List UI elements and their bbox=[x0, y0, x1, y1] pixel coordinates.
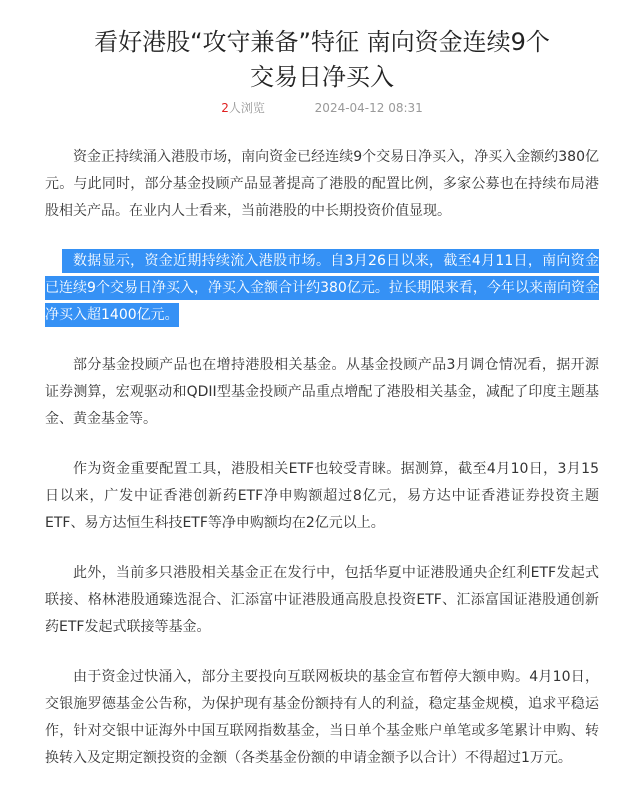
view-count-number: 2 bbox=[221, 101, 229, 115]
publish-date: 2024-04-12 08:31 bbox=[314, 101, 423, 115]
view-count bbox=[221, 101, 265, 115]
article bbox=[45, 0, 599, 795]
article-body bbox=[45, 144, 599, 772]
article-title-line-1: 看好港股“攻守兼备”特征 南向资金连续9个 bbox=[94, 28, 550, 56]
article-title-line-2: 交易日净买入 bbox=[250, 63, 394, 91]
text-selection: 数据显示，资金近期持续流入港股市场。自3月26日以来，截至4月11日，南向资金已连续9个交易日净买入，净买入金额合计约380亿元。拉长期限来看，今年以来南向资金净买入超1400亿元。 bbox=[45, 249, 599, 327]
paragraph: 此外，当前多只港股相关基金正在发行中，包括华夏中证港股通央企红利ETF发起式联接、格林港股通臻选混合、汇添富中证港股通高股息投资ETF、汇添富国证港股通创新药ETF发起式联接等基金。 bbox=[45, 565, 599, 635]
paragraph: 作为资金重要配置工具，港股相关ETF也较受青睐。据测算，截至4月10日，3月15日以来，广发中证香港创新药ETF净申购额超过8亿元，易方达中证香港证券投资主题ETF、易方达恒生科技ETF等净申购额均在2亿元以上。 bbox=[45, 461, 599, 531]
article-title bbox=[45, 25, 599, 95]
view-count-label: 人浏览 bbox=[228, 101, 265, 115]
paragraph: 资金正持续涌入港股市场，南向资金已经连续9个交易日净买入，净买入金额约380亿元。与此同时，部分基金投顾产品显著提高了港股的配置比例，多家公募也在持续布局港股相关产品。在业内人士看来，当前港股的中长期投资价值显现。 bbox=[45, 149, 599, 219]
article-meta bbox=[45, 98, 599, 118]
paragraph: 部分基金投顾产品也在增持港股相关基金。从基金投顾产品3月调仓情况看，据开源证券测算，宏观驱动和QDII型基金投顾产品重点增配了港股相关基金，减配了印度主题基金、黄金基金等。 bbox=[45, 357, 599, 427]
paragraph-selected bbox=[45, 248, 599, 329]
paragraph: 由于资金过快涌入，部分主要投向互联网板块的基金宣布暂停大额申购。4月10日，交银施罗德基金公告称，为保护现有基金份额持有人的利益，稳定基金规模，追求平稳运作，针对交银中证海外中国互联网指数基金，当日单个基金账户单笔或多笔累计申购、转换转入及定期定额投资的金额（各类基金份额的申请金额予以合计）不得超过1万元。 bbox=[45, 669, 599, 766]
